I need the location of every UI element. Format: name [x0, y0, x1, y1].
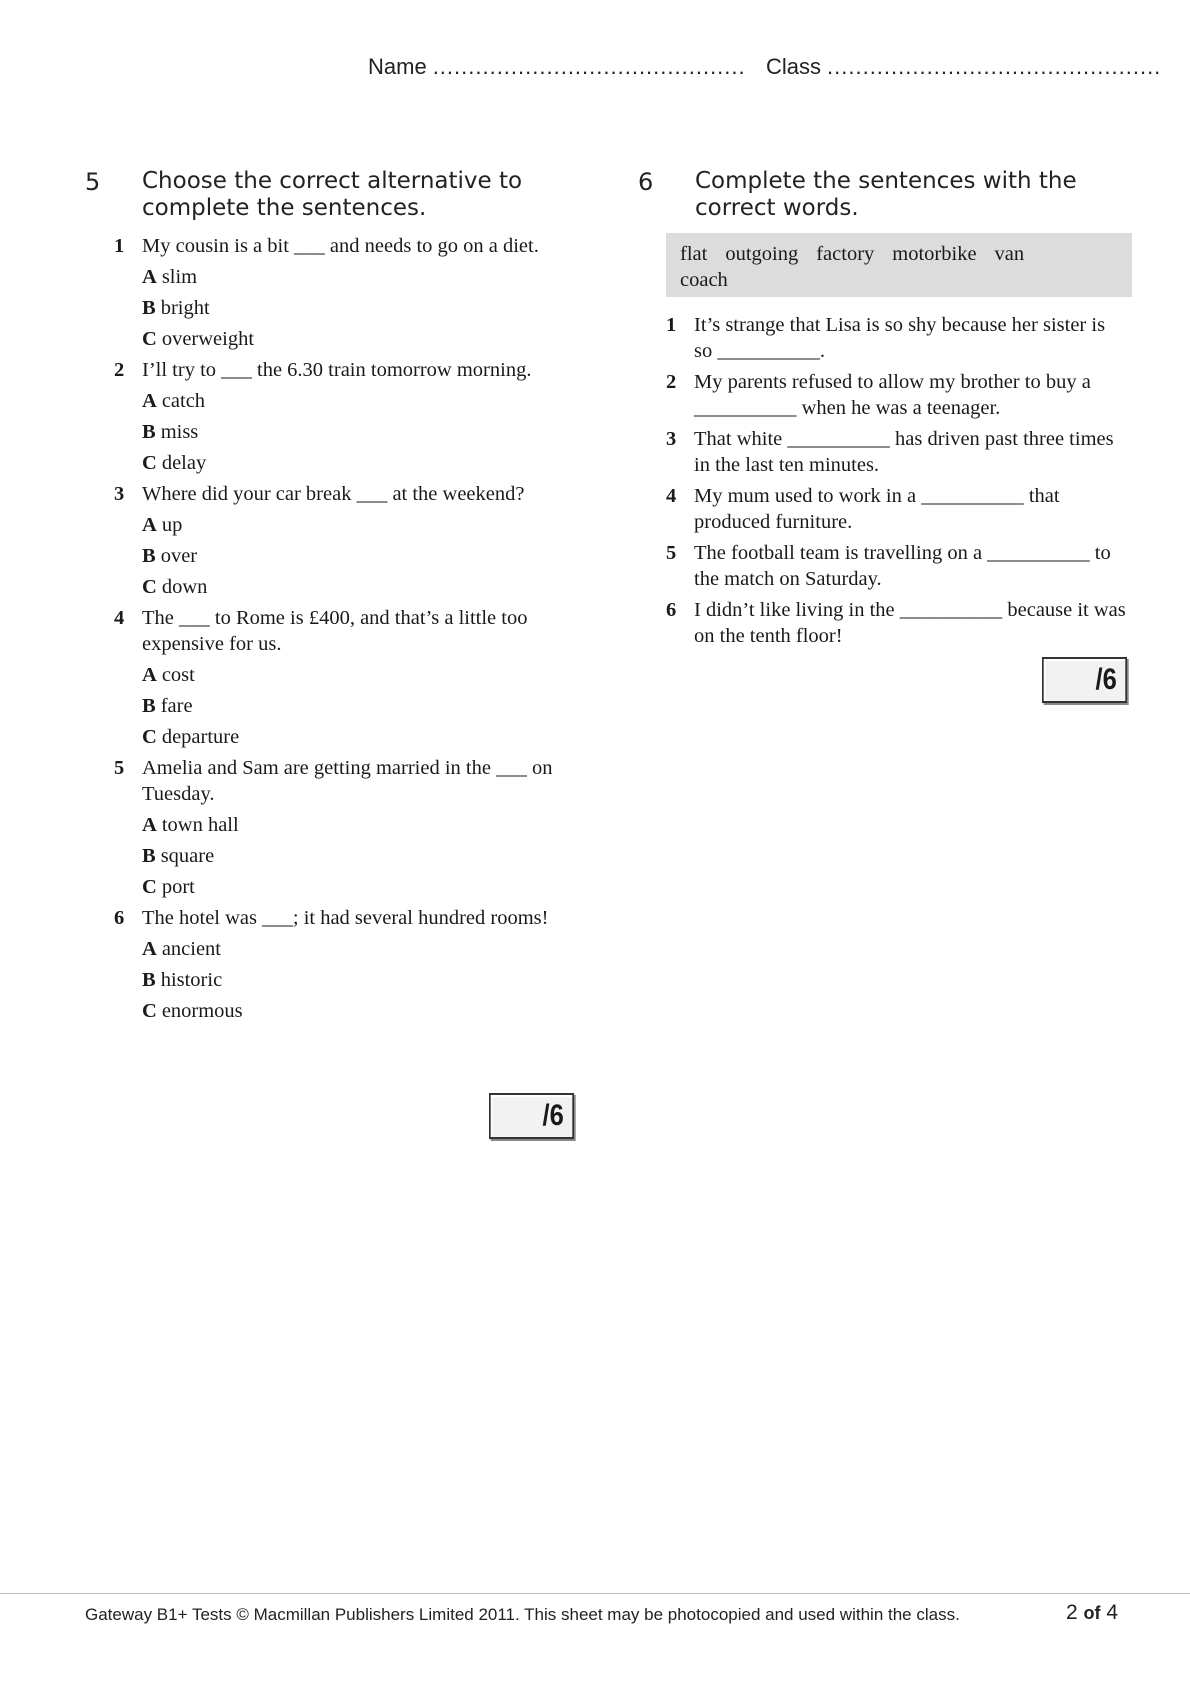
- option-a[interactable]: A slim: [142, 266, 198, 288]
- question: [114, 755, 569, 900]
- question-text: Amelia and Sam are getting married in the ___ on Tuesday.: [142, 757, 553, 805]
- question-text: The ___ to Rome is £400, and that’s a little too expensive for us.: [142, 607, 528, 655]
- page-current: 2: [1066, 1601, 1078, 1624]
- question-text: I’ll try to ___ the 6.30 train tomorrow morning.: [142, 359, 532, 381]
- question-number: 3: [114, 483, 125, 505]
- question-number: 4: [114, 607, 125, 629]
- exercise-6-score-box[interactable]: /6: [1042, 657, 1127, 703]
- name-dots: ............................................: [432, 54, 746, 79]
- word-bank-item: outgoing: [725, 243, 799, 265]
- class-dots: ...............................................: [827, 54, 1162, 79]
- exercise-5-questions: [114, 233, 569, 1024]
- question-number: 6: [114, 907, 125, 929]
- option-a[interactable]: A cost: [142, 664, 195, 686]
- question-number: 5: [114, 757, 125, 779]
- sentence[interactable]: 6 I didn’t like living in the __________ because it was on the tenth floor!: [666, 599, 1126, 647]
- exercise-5-number: 5: [85, 168, 101, 196]
- footer-divider: [0, 1593, 1190, 1594]
- question: [114, 605, 569, 750]
- sentence[interactable]: 5 The football team is travelling on a __________ to the match on Saturday.: [666, 542, 1111, 590]
- exercise-6-sentences: [666, 312, 1126, 649]
- question: [114, 481, 569, 600]
- class-field[interactable]: [766, 54, 1161, 80]
- word-bank: [666, 233, 1132, 297]
- option-b[interactable]: B over: [142, 545, 198, 567]
- word-bank-item: van: [994, 243, 1025, 265]
- page-total: 4: [1106, 1601, 1119, 1624]
- question: [114, 905, 569, 1024]
- option-b[interactable]: B historic: [142, 969, 223, 991]
- exercise-5-title: Choose the correct alternative to complete the sentences.: [142, 168, 523, 221]
- class-label: Class: [766, 54, 822, 79]
- option-b[interactable]: B bright: [142, 297, 210, 319]
- page-of: of: [1083, 1603, 1101, 1623]
- sentence[interactable]: 2 My parents refused to allow my brother to buy a __________ when he was a teenager.: [666, 371, 1091, 419]
- exercise-5-score-box[interactable]: /6: [489, 1093, 574, 1139]
- option-b[interactable]: B miss: [142, 421, 199, 443]
- sentence[interactable]: 3 That white __________ has driven past three times in the last ten minutes.: [666, 428, 1114, 476]
- question: [114, 233, 569, 352]
- page-number: [1066, 1601, 1118, 1625]
- option-c[interactable]: C departure: [142, 726, 240, 748]
- word-bank-item: factory: [816, 243, 875, 265]
- option-c[interactable]: C down: [142, 576, 208, 598]
- option-a[interactable]: A catch: [142, 390, 206, 412]
- question-number: 2: [114, 359, 125, 381]
- option-a[interactable]: A town hall: [142, 814, 239, 836]
- question-text: My cousin is a bit ___ and needs to go on a diet.: [142, 235, 539, 257]
- sentence[interactable]: 4 My mum used to work in a __________ that produced furniture.: [666, 485, 1060, 533]
- name-field[interactable]: [368, 54, 746, 80]
- name-label: Name: [368, 54, 427, 79]
- word-bank-item: motorbike: [892, 243, 977, 265]
- option-a[interactable]: A up: [142, 514, 183, 536]
- option-b[interactable]: B square: [142, 845, 215, 867]
- option-c[interactable]: C delay: [142, 452, 207, 474]
- exercise-6-title: Complete the sentences with the correct words.: [695, 168, 1077, 221]
- option-c[interactable]: C overweight: [142, 328, 255, 350]
- option-c[interactable]: C port: [142, 876, 195, 898]
- question-number: 1: [114, 235, 125, 257]
- question: [114, 357, 569, 476]
- sentence[interactable]: 1 It’s strange that Lisa is so shy because her sister is so __________.: [666, 314, 1106, 362]
- exercise-6-number: 6: [638, 168, 654, 196]
- option-c[interactable]: C enormous: [142, 1000, 243, 1022]
- footer-copyright: Gateway B1+ Tests © Macmillan Publishers Limited 2011. This sheet may be photocopied and used within the class.: [85, 1605, 960, 1624]
- question-text: Where did your car break ___ at the weekend?: [142, 483, 525, 505]
- option-a[interactable]: A ancient: [142, 938, 222, 960]
- option-b[interactable]: B fare: [142, 695, 193, 717]
- word-bank-item: flat: [680, 243, 708, 265]
- question-text: The hotel was ___; it had several hundred rooms!: [142, 907, 549, 929]
- word-bank-item: coach: [680, 269, 728, 291]
